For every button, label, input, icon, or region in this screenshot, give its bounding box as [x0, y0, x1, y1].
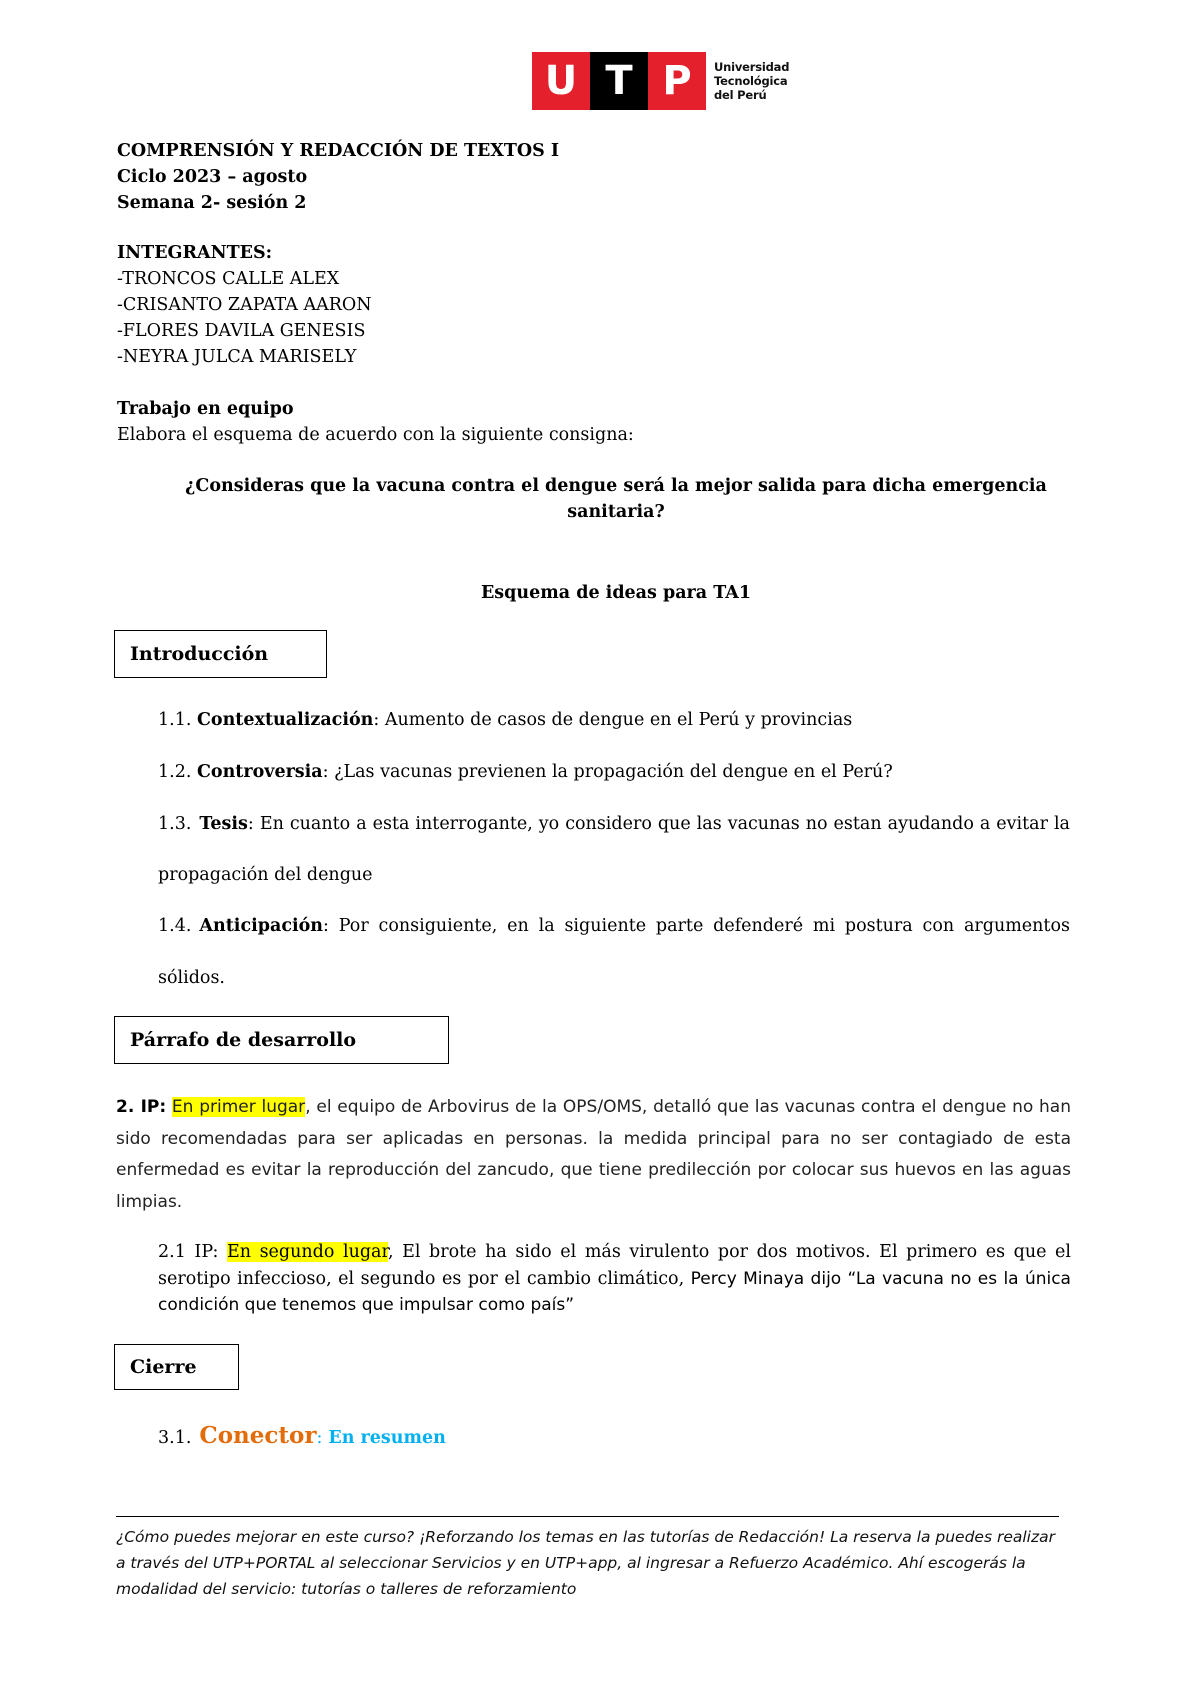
- logo-letter-u: U: [532, 52, 590, 110]
- ip-connector-highlight: En primer lugar: [171, 1097, 306, 1117]
- intro-label-text: Introducción: [130, 643, 269, 665]
- members-title: INTEGRANTES:: [117, 243, 273, 263]
- logo-line-1: Universidad: [714, 60, 790, 74]
- intro-item-2-num: 1.2.: [158, 762, 192, 782]
- development-section-label: [114, 1016, 449, 1064]
- member-3: -FLORES DAVILA GENESIS: [117, 321, 366, 341]
- logo-letter-t: T: [590, 52, 648, 110]
- development-paragraph: [116, 1092, 1071, 1218]
- development-label-text: Párrafo de desarrollo: [130, 1029, 357, 1051]
- logo-letter-p: P: [648, 52, 706, 110]
- question-line-1: ¿Consideras que la vacuna contra el dengue será la mejor salida para dicha emergencia: [185, 476, 1047, 496]
- task-title: Trabajo en equipo: [117, 399, 294, 419]
- ip-text: , el equipo de Arbovirus de la OPS/OMS, detalló que las vacunas contra el dengue no han sido recomendadas para ser aplicadas en personas. la medida principal para no ser contagiado de esta enfermedad es evitar la reproducción del zancudo, que tiene predilección por colocar sus huevos en las aguas limpias.: [116, 1097, 1072, 1212]
- intro-item-1-key: Contextualización: [196, 710, 374, 730]
- sub-connector-highlight: En segundo lugar: [226, 1242, 388, 1262]
- member-4: -NEYRA JULCA MARISELY: [117, 347, 357, 367]
- intro-item-2: [158, 762, 893, 782]
- intro-item-1-text: : Aumento de casos de dengue en el Perú y provincias: [373, 710, 853, 730]
- ip-label: 2. IP:: [116, 1097, 167, 1117]
- intro-item-3: [158, 814, 1070, 834]
- closing-item-1: [158, 1422, 446, 1449]
- intro-item-4-num: 1.4.: [158, 916, 192, 936]
- course-title: COMPRENSIÓN Y REDACCIÓN DE TEXTOS I: [117, 141, 560, 161]
- intro-section-label: [114, 630, 327, 678]
- intro-item-2-text: : ¿Las vacunas previenen la propagación del dengue en el Perú?: [322, 762, 893, 782]
- intro-item-3-continued: propagación del dengue: [158, 865, 373, 885]
- intro-item-3-text: : En cuanto a esta interrogante, yo considero que las vacunas no estan ayudando a evitar la: [247, 814, 1070, 834]
- week-line: Semana 2- sesión 2: [117, 193, 307, 213]
- intro-item-4: [158, 916, 1070, 936]
- question-line-2: sanitaria?: [567, 502, 665, 522]
- footer-note: ¿Cómo puedes mejorar en este curso? ¡Reforzando los temas en las tutorías de Redacción! La reserva la puedes realizar a través del UTP+PORTAL al seleccionar Servicios y en UTP+app, al ingresar a Refuerzo Académico. Ahí escogerás la modalidad del servicio: tutorías o talleres de reforzamiento: [116, 1528, 1055, 1598]
- closing-connector-value: En resumen: [328, 1428, 446, 1448]
- development-sub-paragraph: [158, 1239, 1071, 1319]
- member-2: -CRISANTO ZAPATA AARON: [117, 295, 372, 315]
- intro-item-3-num: 1.3.: [158, 814, 192, 834]
- closing-section-label: [114, 1344, 239, 1390]
- sub-text: , El brote ha sido el más virulento por dos motivos. El primero es que el serotipo infeccioso, el segundo es por el cambio climático,: [158, 1242, 1072, 1289]
- closing-colon: :: [316, 1428, 323, 1448]
- closing-label-text: Cierre: [130, 1356, 197, 1378]
- logo-line-2: Tecnológica: [714, 74, 788, 88]
- member-1: -TRONCOS CALLE ALEX: [117, 269, 340, 289]
- sub-label: 2.1 IP:: [158, 1242, 227, 1262]
- cycle-line: Ciclo 2023 – agosto: [117, 167, 308, 187]
- intro-item-4-key: Anticipación: [199, 916, 324, 936]
- intro-item-4-text: : Por consiguiente, en la siguiente parte defenderé mi postura con argumentos: [323, 916, 1070, 936]
- intro-item-1: [158, 710, 852, 730]
- scheme-title: Esquema de ideas para TA1: [480, 583, 752, 603]
- logo-wordmark: [714, 60, 789, 102]
- closing-connector-key: Conector: [199, 1422, 317, 1449]
- utp-logo: [532, 52, 789, 110]
- task-instruction: Elabora el esquema de acuerdo con la siguiente consigna:: [117, 425, 634, 445]
- intro-item-4-continued: sólidos.: [158, 968, 225, 988]
- logo-line-3: del Perú: [714, 88, 767, 102]
- intro-item-3-key: Tesis: [199, 814, 248, 834]
- footer-divider: [116, 1516, 1059, 1517]
- intro-item-2-key: Controversia: [196, 762, 323, 782]
- intro-item-1-num: 1.1.: [158, 710, 192, 730]
- closing-item-num: 3.1.: [158, 1428, 192, 1448]
- sub-text-quote: Percy Minaya dijo “La vacuna no es la única condición que tenemos que impulsar como país”: [158, 1268, 1071, 1315]
